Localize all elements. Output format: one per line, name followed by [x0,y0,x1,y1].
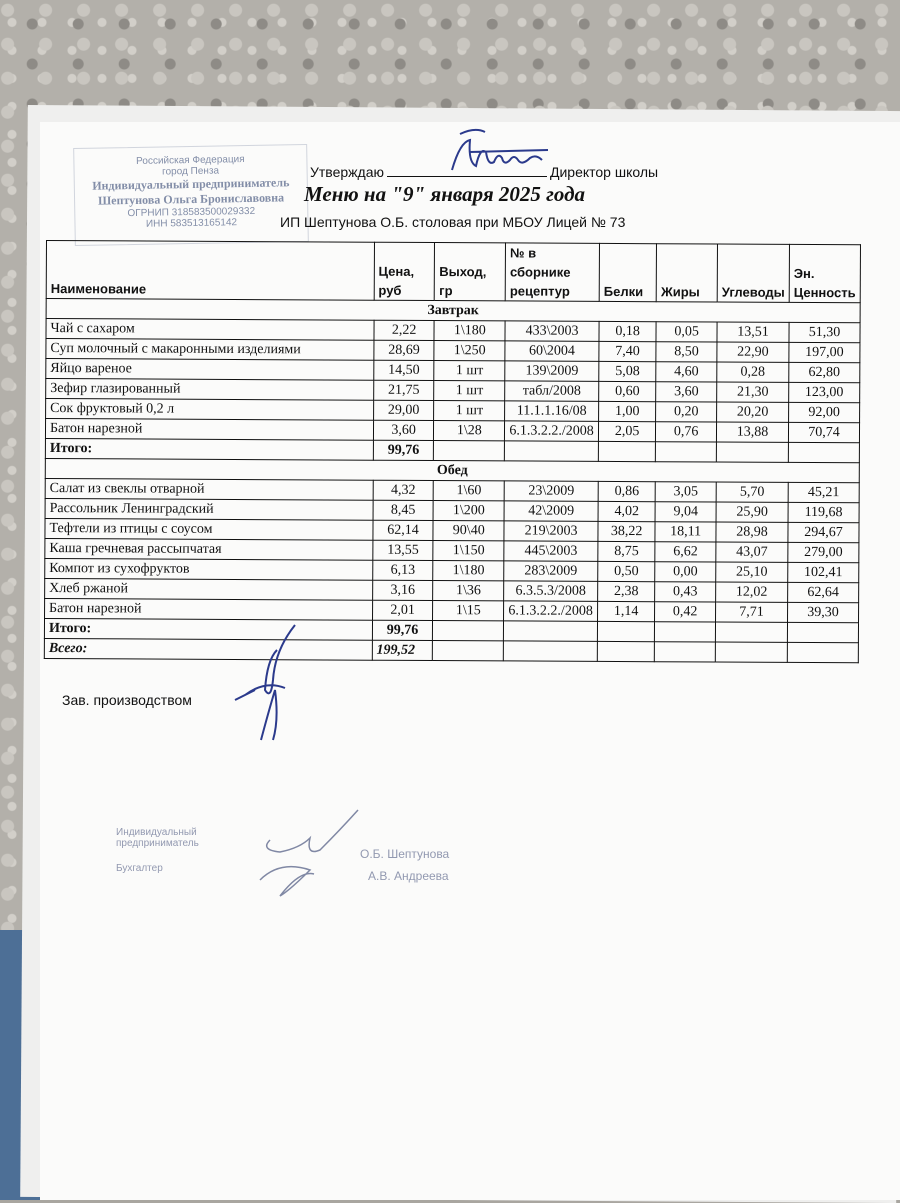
table-cell: 102,41 [788,562,859,582]
footer-name-accountant: А.В. Андреева [368,869,449,883]
table-cell: 12,02 [716,582,788,602]
empty-cell [787,622,858,642]
table-cell: Тефтели из птицы с соусом [45,518,373,540]
approve-role: Директор школы [549,164,659,180]
empty-cell [716,442,788,462]
column-header: Углеводы [717,244,789,302]
table-cell: 92,00 [789,402,860,422]
empty-cell [433,641,504,661]
footer-ip-label [116,827,199,849]
table-cell: 4,32 [373,480,434,500]
table-cell: 219\2003 [504,521,598,541]
table-cell: 8,45 [373,500,434,520]
empty-cell [655,642,716,662]
table-cell: 39,30 [787,602,858,622]
table-cell: 0,20 [656,402,717,422]
empty-cell [787,642,858,662]
table-cell: 123,00 [789,382,860,402]
empty-cell [504,441,598,461]
table-cell: 1\36 [433,581,504,601]
table-cell: 1 шт [434,401,505,421]
empty-cell [788,442,859,462]
column-header: Выход, гр [435,243,506,301]
empty-cell [433,621,504,641]
table-cell: 0,00 [655,562,716,582]
table-cell: 7,71 [716,602,788,622]
table-cell: 62,14 [373,520,434,540]
column-header: Цена, руб [374,242,435,300]
table-cell: 3,05 [655,482,716,502]
table-cell: 21,30 [717,382,789,402]
table-cell: 3,60 [373,420,434,440]
table-cell: 6.1.3.2.2./2008 [505,421,599,441]
table-cell: Батон нарезной [45,598,373,620]
table-header-row [46,241,860,303]
table-cell: Салат из свеклы отварной [45,478,373,500]
table-cell: 0,05 [656,322,717,342]
table-cell: 13,55 [373,540,434,560]
table-cell: 1\60 [434,481,505,501]
table-cell: 8,75 [598,541,655,561]
table-cell: 23\2009 [504,481,598,501]
table-cell: 2,01 [372,600,433,620]
table-cell: 6,62 [655,542,716,562]
table-cell: 1\180 [434,321,505,341]
table-cell: 62,80 [789,362,860,382]
column-header: Жиры [656,244,717,302]
table-cell: 1\150 [433,541,504,561]
stamp-line: город Пенза [162,165,220,178]
empty-cell [655,622,716,642]
table-cell: 25,10 [716,562,788,582]
table-cell: 2,38 [598,581,655,601]
empty-cell [598,441,655,461]
section-label: Обед [45,458,859,482]
table-cell: 4,02 [598,501,655,521]
table-cell: 197,00 [789,342,860,362]
table-cell: 445\2003 [504,541,598,561]
table-cell: 0,86 [598,481,655,501]
approve-label: Утверждаю [310,164,384,180]
table-cell: 139\2009 [505,361,599,381]
table-cell: 5,08 [599,361,656,381]
column-header: № в сборнике рецептур [505,243,599,301]
page-title: Меню на "9" января 2025 года [304,182,586,206]
table-cell: 18,11 [655,522,716,542]
empty-cell [597,621,654,641]
table-cell: 6.3.5.3/2008 [504,581,598,601]
menu-table-body [44,299,860,663]
approval-line [310,164,658,180]
empty-cell [504,621,598,641]
column-header: Белки [599,243,656,301]
table-cell: 5,70 [716,482,788,502]
table-cell: Сок фруктовый 0,2 л [46,399,374,421]
table-cell: табл/2008 [505,381,599,401]
stamp-line: Индивидуальный предприниматель [92,175,290,193]
table-cell: 0,76 [656,422,717,442]
table-cell: 1\15 [433,601,504,621]
table-cell: 0,50 [598,561,655,581]
table-cell: Чай с сахаром [46,319,374,341]
table-cell: 51,30 [789,322,860,342]
empty-cell [715,642,787,662]
page-subtitle: ИП Шептунова О.Б. столовая при МБОУ Лицей № 73 [280,214,626,230]
stamp-line: Шептунова Ольга Брониславовна [97,190,285,208]
table-cell: 13,88 [716,422,788,442]
table-cell: 1 шт [434,381,505,401]
grand-total-row [44,638,858,662]
table-cell: 70,74 [788,422,859,442]
empty-cell [656,442,717,462]
total-label: Всего: [44,638,372,660]
table-cell: 8,50 [656,342,717,362]
table-cell: 3,60 [656,382,717,402]
table-cell: 6,13 [372,560,433,580]
column-header: Наименование [46,241,374,301]
footer-ip-line: предприниматель [116,838,199,849]
table-cell: Рассольник Ленинградский [45,498,373,520]
signature-underline [387,164,547,177]
table-cell: Батон нарезной [45,419,373,441]
table-cell: 279,00 [788,542,859,562]
footer-ip-line: Индивидуальный [116,827,197,838]
table-cell: 28,98 [716,522,788,542]
table-cell: 1\28 [434,421,505,441]
table-cell: 1,00 [599,401,656,421]
table-cell: 119,68 [788,502,859,522]
table-cell: 21,75 [373,380,434,400]
footer-name-owner: О.Б. Шептунова [360,847,450,861]
table-cell: 2,05 [599,421,656,441]
table-cell: 1,14 [598,601,655,621]
table-cell: 14,50 [373,360,434,380]
table-cell: 11.1.1.16/08 [505,401,599,421]
table-cell: 90\40 [433,521,504,541]
table-cell: 0,18 [599,321,656,341]
stamp-line: ИНН 583513165142 [145,217,238,230]
table-cell: 2,22 [374,320,435,340]
table-cell: 0,60 [599,381,656,401]
table-cell: 283\2009 [504,561,598,581]
table-cell: 38,22 [598,521,655,541]
total-value: 99,76 [373,440,434,460]
table-cell: Яйцо вареное [46,359,374,381]
table-cell: 433\2003 [505,321,599,341]
empty-cell [715,622,787,642]
table-cell: 0,42 [655,602,716,622]
table-cell: 22,90 [717,342,789,362]
empty-cell [597,641,654,661]
footer-accountant-label: Бухгалтер [116,863,163,874]
table-cell: 0,28 [717,362,789,382]
table-cell: 28,69 [374,340,435,360]
table-cell: 1\250 [434,341,505,361]
table-cell: 294,67 [788,522,859,542]
table-cell: 29,00 [373,400,434,420]
table-cell: 45,21 [788,482,859,502]
menu-table [44,240,861,663]
column-header: Эн. Ценность [789,244,860,302]
table-cell: 62,64 [788,582,859,602]
table-cell: 3,16 [372,580,433,600]
total-label: Итого: [44,618,372,640]
table-cell: Зефир глазированный [46,379,374,401]
manager-signature [225,620,315,745]
total-value: 99,76 [372,620,433,640]
table-cell: 0,43 [655,582,716,602]
table-cell: 1\180 [433,561,504,581]
total-value: 199,52 [372,640,433,660]
empty-cell [503,641,597,661]
table-cell: 42\2009 [504,501,598,521]
table-cell: Суп молочный с макаронными изделиями [46,339,374,361]
stamp-line: Российская Федерация [136,154,245,167]
empty-cell [434,441,505,461]
stamp-line: ОГРНИП 318583500029332 [127,205,256,220]
manager-label: Зав. производством [62,692,192,708]
total-label: Итого: [45,438,373,460]
table-cell: 60\2004 [505,341,599,361]
table-cell: 1 шт [434,361,505,381]
table-cell: 9,04 [655,502,716,522]
table-cell: Каша гречневая рассыпчатая [45,538,373,560]
table-cell: 6.1.3.2.2./2008 [504,601,598,621]
table-cell: 4,60 [656,362,717,382]
table-cell: 7,40 [599,341,656,361]
table-cell: Компот из сухофруктов [45,558,373,580]
table-cell: Хлеб ржаной [45,578,373,600]
table-cell: 43,07 [716,542,788,562]
table-cell: 1\200 [434,501,505,521]
footer-signatures [240,800,370,900]
company-stamp [73,144,309,246]
section-label: Завтрак [46,299,860,323]
table-cell: 20,20 [717,402,789,422]
table-cell: 13,51 [717,322,789,342]
table-cell: 25,90 [716,502,788,522]
